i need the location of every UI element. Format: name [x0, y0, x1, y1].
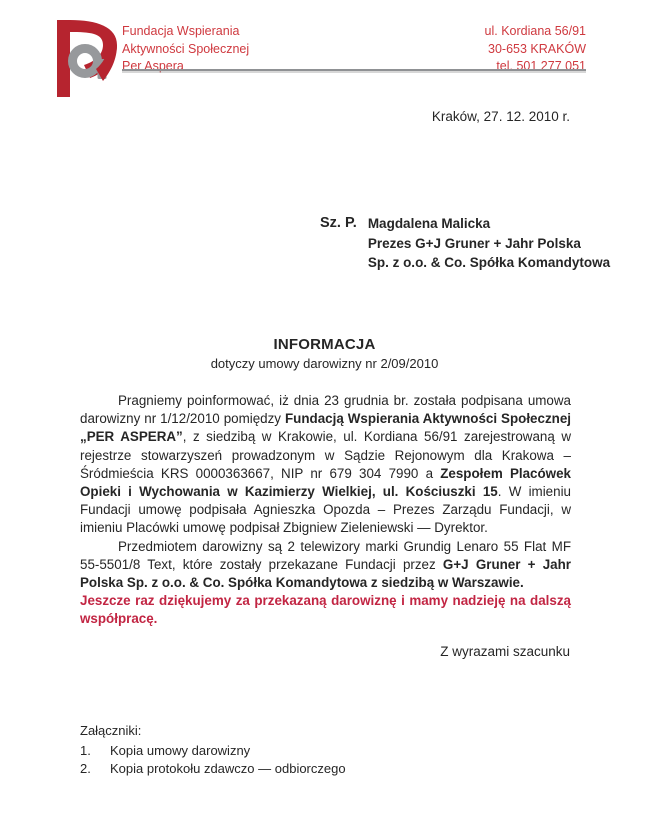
org-address-street: ul. Kordiana 56/91 [484, 24, 586, 38]
per-aspera-logo-icon [57, 19, 119, 97]
attachment-text: Kopia umowy darowizny [110, 742, 251, 758]
recipient-salutation: Sz. P. [320, 215, 357, 231]
attachment-number: 2. [80, 761, 91, 776]
attachments-heading: Załączniki: [80, 723, 142, 738]
org-address-city: 30-653 KRAKÓW [488, 41, 586, 56]
org-address-phone: tel. 501 277 051 [496, 59, 586, 73]
letter-subtitle: dotyczy umowy darowizny nr 2/09/2010 [210, 356, 439, 371]
body-paragraph-1: Pragniemy poinformować, iż dnia 23 grudnia br. została podpisana umowa darowizny nr 1/12/2010 pomiędzy Fundacją Wspierania Aktywności Społecznej „PER ASPERA”, z siedzibą w Krakowie, ul. Kordiana 56/91 zarejestrowaną w rejestrze stowarzyszeń prowadzonym w Sądzie Rejonowym dla Krakowa – Śródmieścia KRS 0000363667, NIP nr 679 304 7990 a Zespołem Placówek Opieki i Wychowania w Kazimierzy Wielkiej, ul. Kościuszki 15. W imieniu Fundacji umowę podpisała Agnieszka Opozda – Prezes Zarządu Fundacji, w imieniu Placówki umowę podpisał Zbigniew Zieleniewski — Dyrektor. [80, 393, 571, 536]
recipient-company: Sp. z o.o. & Co. Spółka Komandytowa [367, 255, 611, 270]
body-paragraph-2: Przedmiotem darowizny są 2 telewizory marki Grundig Lenaro 55 Flat MF 55-5501/8 Text, które zostały przekazane Fundacji przez G+J Gruner + Jahr Polska Sp. z o.o. & Co. Spółka Komandytowa z siedzibą w Warszawie. [80, 538, 572, 591]
header-divider [122, 69, 586, 71]
org-name-line-3: Per Aspera [122, 59, 184, 73]
letter-title: INFORMACJA [273, 336, 376, 353]
date-line: Kraków, 27. 12. 2010 r. [431, 109, 570, 124]
attachment-text: Kopia protokołu zdawczo — odbiorczego [110, 761, 346, 776]
title-block [0, 336, 649, 371]
thanks-line: Jeszcze raz dziękujemy za przekazaną darowiznę i mamy nadzieję na dalszą współpracę. [80, 593, 571, 627]
recipient-block [320, 214, 610, 273]
per-aspera-logo-svg [57, 19, 119, 97]
recipient-role: Prezes G+J Gruner + Jahr Polska [367, 235, 581, 251]
attachments-block [80, 722, 346, 779]
org-name-line-2: Aktywności Społecznej [122, 41, 250, 56]
org-name-block [122, 23, 249, 76]
org-name-line-1: Fundacja Wspierania [122, 24, 240, 38]
recipient-name: Magdalena Malicka [367, 216, 491, 231]
attachment-item [80, 742, 346, 761]
letter-body [80, 392, 571, 629]
org-address-block [485, 23, 586, 76]
recipient-lines [368, 214, 610, 273]
closing-line: Z wyrazami szacunku [440, 644, 570, 659]
attachment-item [80, 760, 346, 779]
attachment-number: 1. [80, 742, 91, 758]
